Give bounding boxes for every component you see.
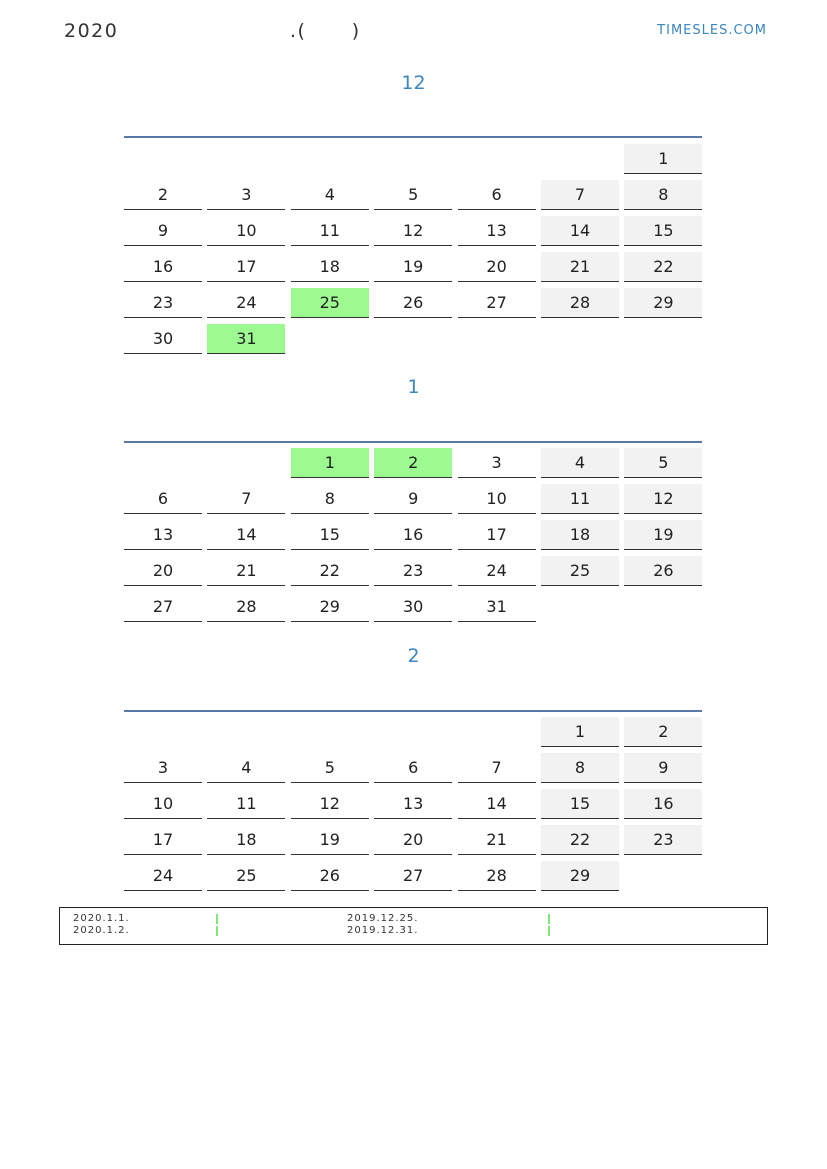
day-cell: 3 (458, 448, 536, 478)
day-cell: 31 (458, 592, 536, 622)
day-cell: 29 (291, 592, 369, 622)
day-cell: 12 (624, 484, 702, 514)
day-cell: 5 (291, 753, 369, 783)
day-cell: 17 (124, 825, 202, 855)
day-cell: 24 (124, 861, 202, 891)
day-cell: 12 (291, 789, 369, 819)
day-cell: 1 (291, 448, 369, 478)
day-cell: 16 (624, 789, 702, 819)
day-cell: 23 (374, 556, 452, 586)
day-cell: 13 (458, 216, 536, 246)
day-cell: 10 (207, 216, 285, 246)
day-cell: 15 (541, 789, 619, 819)
day-cell: 22 (291, 556, 369, 586)
day-cell: 6 (374, 753, 452, 783)
legend-marker (216, 914, 218, 924)
header-paren: .( ) (290, 20, 361, 42)
month-title-february: 2 (407, 645, 420, 667)
day-cell: 20 (458, 252, 536, 282)
day-cell: 18 (291, 252, 369, 282)
day-cell: 22 (541, 825, 619, 855)
day-cell: 19 (374, 252, 452, 282)
day-cell: 19 (624, 520, 702, 550)
calendar-grid-december (124, 144, 703, 360)
day-cell: 7 (541, 180, 619, 210)
day-cell: 30 (374, 592, 452, 622)
holiday-legend (59, 907, 768, 945)
day-cell: 27 (124, 592, 202, 622)
day-cell: 17 (458, 520, 536, 550)
day-cell: 20 (374, 825, 452, 855)
legend-marker (216, 926, 218, 936)
day-cell: 9 (124, 216, 202, 246)
day-cell: 10 (124, 789, 202, 819)
day-cell: 4 (541, 448, 619, 478)
legend-date: 2020.1.1. (73, 913, 130, 924)
day-cell: 21 (207, 556, 285, 586)
day-cell: 28 (207, 592, 285, 622)
legend-date: 2019.12.25. (347, 913, 419, 924)
day-cell: 16 (374, 520, 452, 550)
day-cell: 16 (124, 252, 202, 282)
day-cell: 18 (207, 825, 285, 855)
day-cell: 6 (124, 484, 202, 514)
day-cell: 28 (541, 288, 619, 318)
day-cell: 23 (624, 825, 702, 855)
day-cell: 4 (207, 753, 285, 783)
day-cell: 7 (458, 753, 536, 783)
day-cell: 26 (374, 288, 452, 318)
day-cell: 3 (124, 753, 202, 783)
day-cell: 11 (291, 216, 369, 246)
month-title-january: 1 (407, 376, 420, 398)
day-cell: 29 (624, 288, 702, 318)
day-cell: 21 (458, 825, 536, 855)
calendar-rule (124, 136, 702, 138)
day-cell: 8 (541, 753, 619, 783)
document-header (64, 20, 361, 42)
day-cell: 14 (207, 520, 285, 550)
day-cell: 14 (458, 789, 536, 819)
day-cell: 13 (124, 520, 202, 550)
day-cell: 24 (458, 556, 536, 586)
day-cell: 2 (374, 448, 452, 478)
day-cell: 4 (291, 180, 369, 210)
day-cell: 25 (291, 288, 369, 318)
day-cell: 18 (541, 520, 619, 550)
day-cell: 8 (291, 484, 369, 514)
day-cell: 11 (541, 484, 619, 514)
legend-marker (548, 926, 550, 936)
day-cell: 14 (541, 216, 619, 246)
legend-date: 2019.12.31. (347, 925, 419, 936)
calendar-grid-february (124, 717, 703, 933)
day-cell: 30 (124, 324, 202, 354)
month-title-december: 12 (401, 72, 426, 94)
day-cell: 20 (124, 556, 202, 586)
day-cell: 21 (541, 252, 619, 282)
day-cell: 9 (374, 484, 452, 514)
legend-marker (548, 914, 550, 924)
day-cell: 6 (458, 180, 536, 210)
day-cell: 26 (624, 556, 702, 586)
day-cell: 7 (207, 484, 285, 514)
day-cell: 15 (291, 520, 369, 550)
day-cell: 1 (541, 717, 619, 747)
day-cell: 22 (624, 252, 702, 282)
legend-date: 2020.1.2. (73, 925, 130, 936)
day-cell: 23 (124, 288, 202, 318)
day-cell: 5 (624, 448, 702, 478)
day-cell: 24 (207, 288, 285, 318)
year-label: 2020 (64, 20, 119, 42)
day-cell: 10 (458, 484, 536, 514)
day-cell: 13 (374, 789, 452, 819)
calendar-grid-january (124, 448, 703, 664)
calendar-rule (124, 441, 702, 443)
day-cell: 27 (458, 288, 536, 318)
day-cell: 1 (624, 144, 702, 174)
day-cell: 27 (374, 861, 452, 891)
day-cell: 26 (291, 861, 369, 891)
calendar-rule (124, 710, 702, 712)
day-cell: 25 (541, 556, 619, 586)
day-cell: 29 (541, 861, 619, 891)
day-cell: 8 (624, 180, 702, 210)
day-cell: 12 (374, 216, 452, 246)
day-cell: 2 (624, 717, 702, 747)
day-cell: 15 (624, 216, 702, 246)
day-cell: 5 (374, 180, 452, 210)
day-cell: 28 (458, 861, 536, 891)
day-cell: 31 (207, 324, 285, 354)
site-link[interactable]: TIMESLES.COM (657, 23, 767, 38)
day-cell: 11 (207, 789, 285, 819)
day-cell: 2 (124, 180, 202, 210)
day-cell: 25 (207, 861, 285, 891)
day-cell: 3 (207, 180, 285, 210)
day-cell: 17 (207, 252, 285, 282)
day-cell: 19 (291, 825, 369, 855)
day-cell: 9 (624, 753, 702, 783)
